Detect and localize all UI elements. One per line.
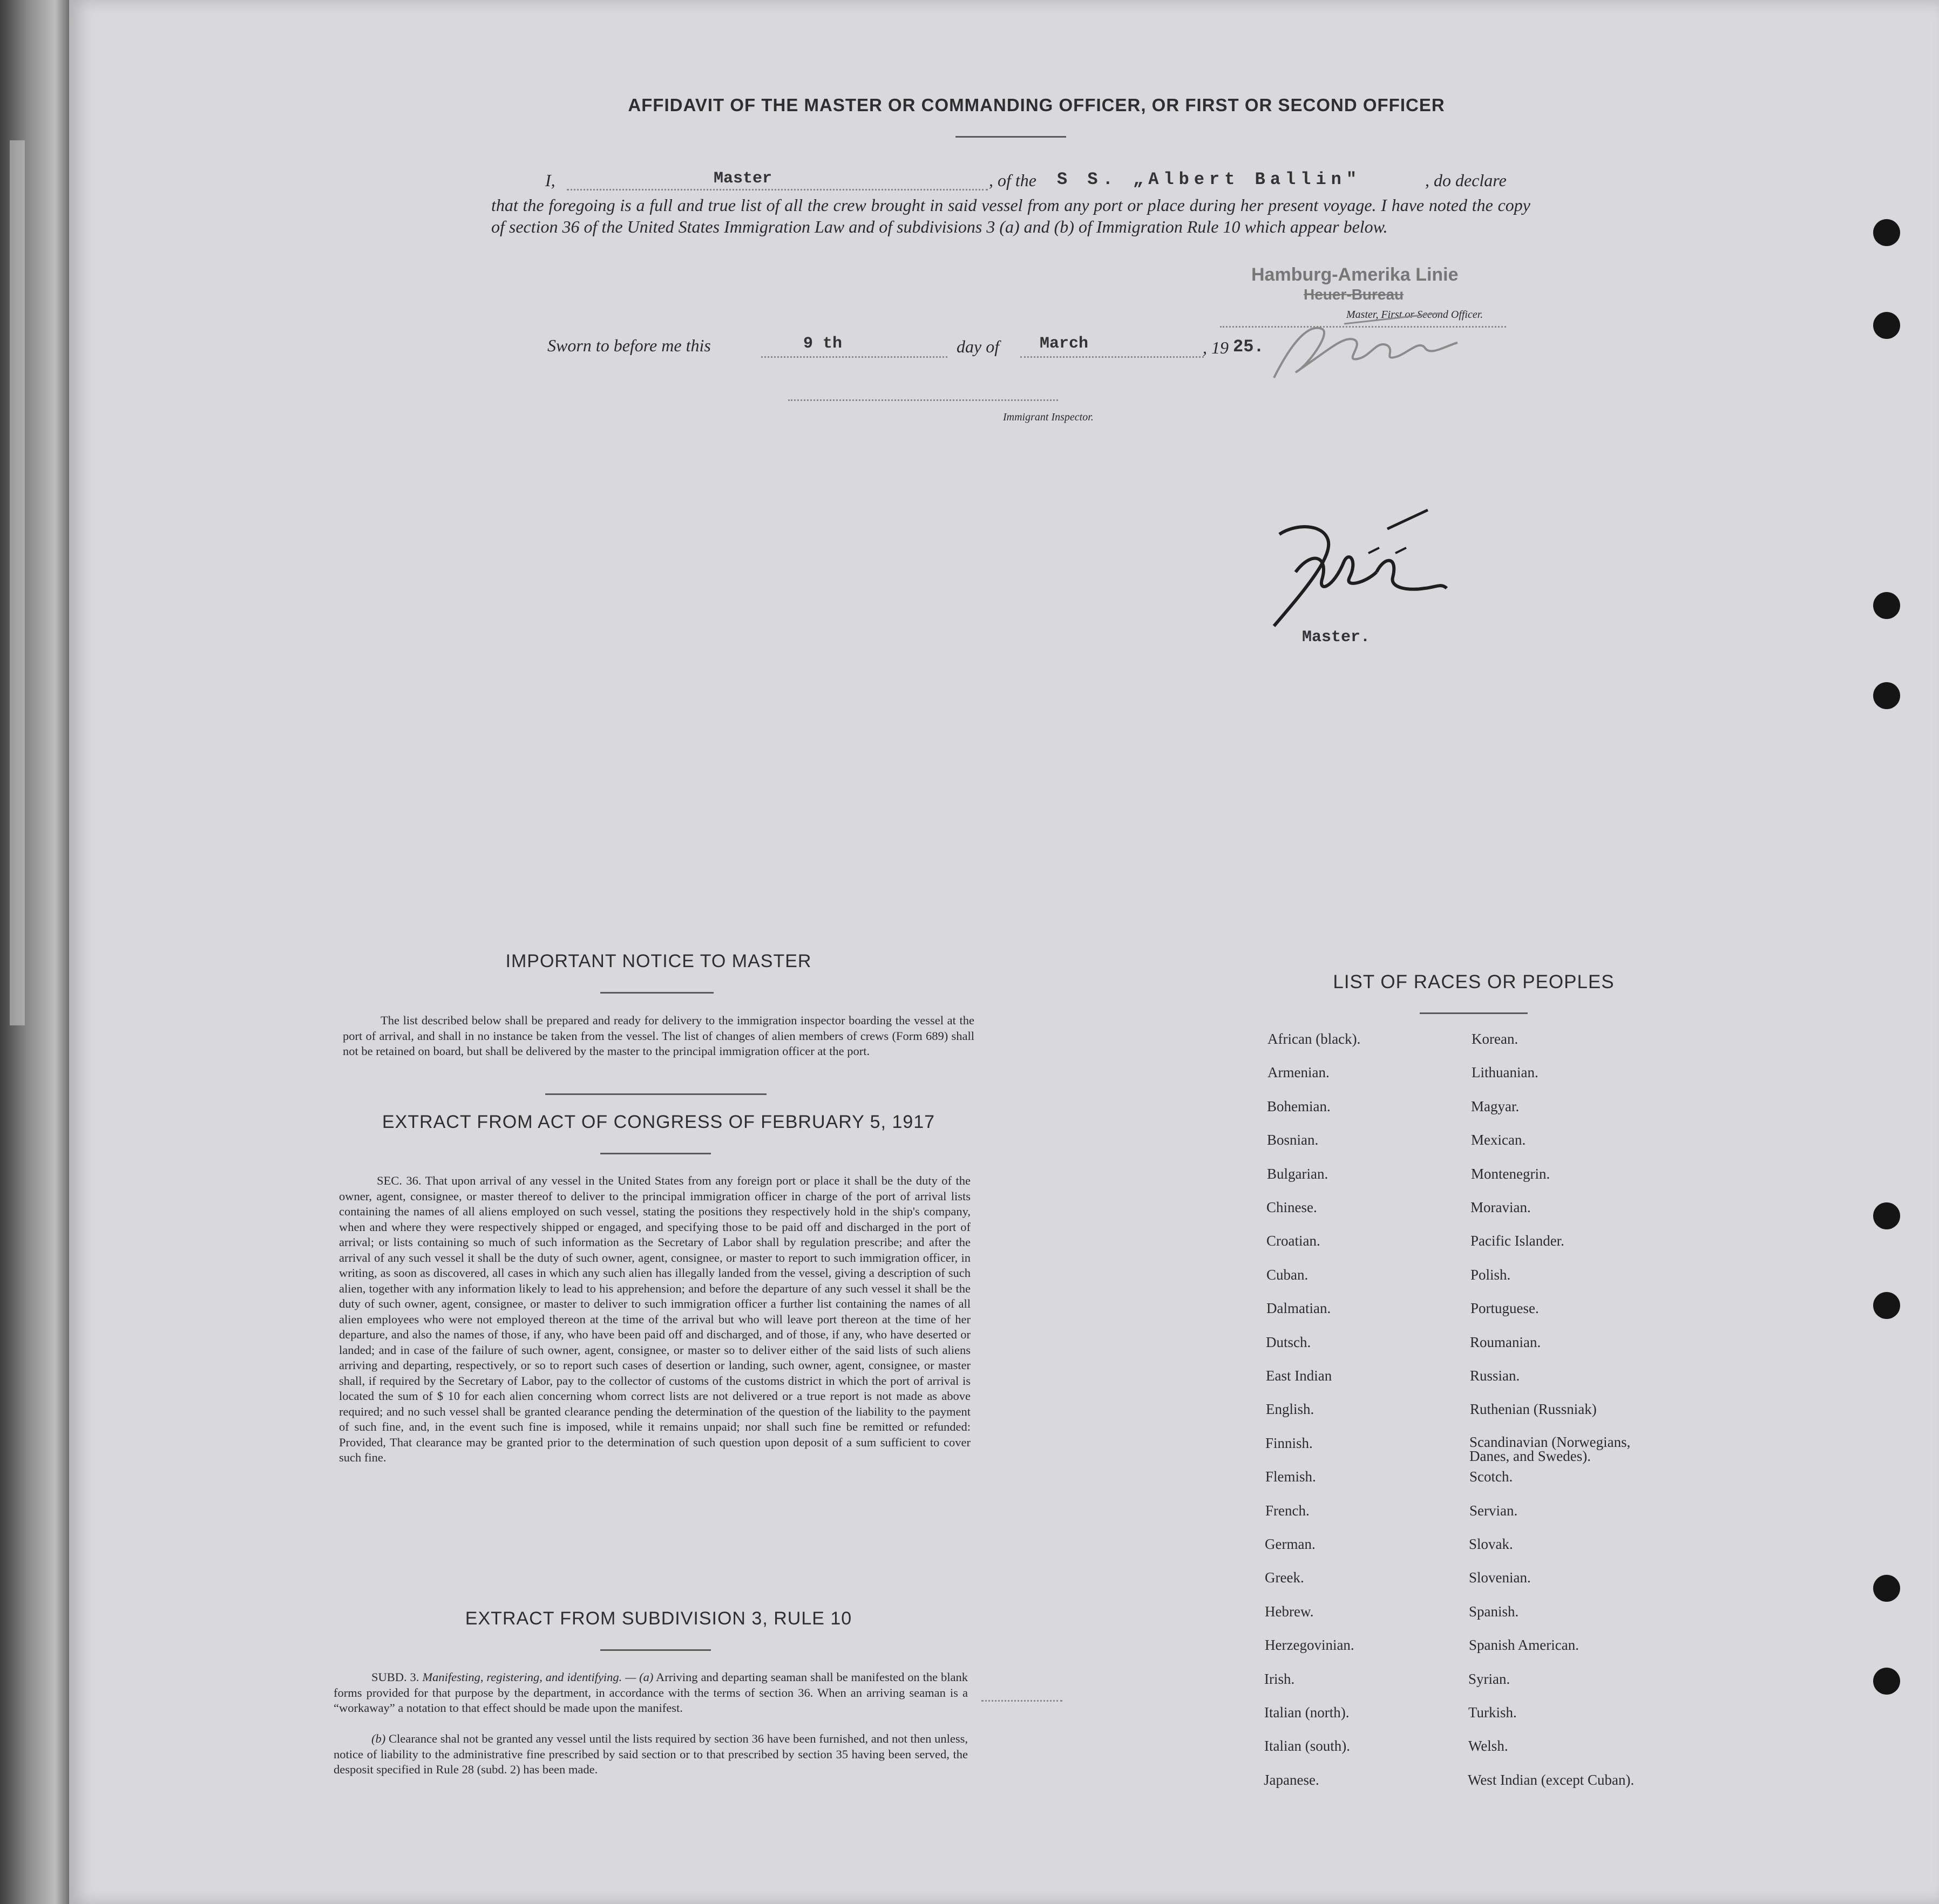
race-item: Russian.: [1470, 1368, 1520, 1384]
race-item: Moravian.: [1470, 1199, 1531, 1215]
day-of-text: day of: [957, 337, 1000, 356]
race-item: Croatian.: [1266, 1233, 1320, 1249]
extract-rule-rule: [600, 1649, 711, 1651]
race-item: Mexican.: [1471, 1132, 1526, 1148]
race-item: African (black).: [1267, 1031, 1361, 1047]
do-declare-text: , do declare: [1425, 171, 1507, 190]
notice-text: The list described below shall be prepared and ready for delivery to the immigration inspector boarding the vessel at the port of arrival, and shall in no instance be taken from the vessel. The list of changes of alien members of crews (Form 689) shall not be retained on board, but shall be delivered by the master to the principal immigration officer at the port.: [343, 1014, 974, 1058]
subd-b-lead: (b): [371, 1732, 386, 1745]
subd-a-lead: SUBD. 3.: [371, 1670, 419, 1684]
month-typed: March: [1040, 335, 1089, 353]
of-the-text: , of the: [989, 171, 1036, 190]
adjacent-page-edge: [0, 0, 69, 1904]
margin-mark: [981, 1700, 1062, 1702]
race-item: Spanish.: [1469, 1603, 1519, 1620]
officer-caption: Master, First or Second Officer.: [1346, 309, 1483, 321]
subd-b-text: Clearance shal not be granted any vessel until the lists required by section 36 have been furnished, and not then unless, notice of liability to the administrative fine prescribed by said section or to that prescribed by section 35 having been served, the desposit specified in Rule 28 (subd. 2) has been made.: [334, 1732, 968, 1776]
race-item: Roumanian.: [1470, 1334, 1541, 1350]
race-item: Magyar.: [1471, 1098, 1520, 1114]
inspector-caption: Immigrant Inspector.: [1003, 411, 1094, 423]
subd-a-heading: Manifesting, registering, and identifying. — (a): [422, 1670, 654, 1684]
race-item: Welsh.: [1468, 1738, 1508, 1754]
races-title: LIST OF RACES OR PEOPLES: [1333, 971, 1615, 992]
race-item: Cuban.: [1266, 1267, 1309, 1283]
race-item: Bosnian.: [1267, 1132, 1319, 1148]
stamp-line-1: Hamburg-Amerika Linie: [1251, 264, 1459, 285]
race-item: French.: [1265, 1502, 1310, 1519]
race-item: Finnish.: [1265, 1435, 1313, 1451]
race-item: Hebrew.: [1265, 1603, 1314, 1620]
subd-b-paragraph: [334, 1731, 968, 1778]
extract-rule-title: EXTRACT FROM SUBDIVISION 3, RULE 10: [465, 1608, 852, 1629]
sworn-text: Sworn to before me this: [547, 336, 711, 355]
adjacent-page-strip: [10, 140, 25, 1025]
race-item: Scandinavian (Norwegians, Danes, and Swedes).: [1469, 1434, 1631, 1464]
race-item: Syrian.: [1468, 1671, 1510, 1687]
rank-dotline: [567, 189, 988, 191]
affidavit-heading: AFFIDAVIT OF THE MASTER OR COMMANDING OFFICER, OR FIRST OR SECOND OFFICER: [628, 95, 1445, 115]
race-item: Spanish American.: [1469, 1637, 1579, 1653]
notice-rule: [600, 992, 714, 994]
race-item: Slovenian.: [1469, 1569, 1531, 1586]
races-rule: [1420, 1012, 1528, 1014]
ship-name-typed: S S. „Albert Ballin": [1057, 169, 1362, 189]
notice-title: IMPORTANT NOTICE TO MASTER: [505, 951, 812, 971]
race-item: English.: [1266, 1401, 1314, 1417]
extract-act-title: EXTRACT FROM ACT OF CONGRESS OF FEBRUARY 5, 1917: [382, 1112, 935, 1132]
subd-a-text: Arriving and departing seaman shall be manifested on the blank forms provided for that purpose by the department, in accordance with the terms of section 36. When an arriving seaman is a “workaway” a notation to that effect should be made upon the manifest.: [334, 1670, 968, 1715]
race-item: Scotch.: [1469, 1468, 1513, 1485]
affidavit-body: that the foregoing is a full and true list of all the crew brought in said vessel from any port or place during her present voyage. I have noted the copy of section 36 of the United States Immigration Law and of subdivisions 3 (a) and (b) of Immigration Rule 10 which appear below.: [491, 195, 1530, 236]
race-item: Servian.: [1469, 1502, 1518, 1519]
punch-hole: [1873, 1668, 1900, 1695]
day-dotline: [761, 356, 947, 358]
race-item: Japanese.: [1264, 1772, 1319, 1788]
race-item: Greek.: [1265, 1569, 1304, 1586]
race-item: Portuguese.: [1470, 1300, 1539, 1316]
year-prefix: , 19: [1203, 338, 1229, 357]
rank-typed: Master: [714, 169, 772, 188]
race-item: Pacific Islander.: [1470, 1233, 1564, 1249]
master-caption: Master.: [1302, 628, 1371, 647]
race-item: German.: [1265, 1536, 1316, 1552]
race-item: West Indian (except Cuban).: [1468, 1772, 1635, 1788]
master-signature: [1263, 502, 1457, 637]
punch-hole: [1873, 219, 1900, 246]
extract-act-rule: [600, 1153, 711, 1154]
race-item: Bulgarian.: [1267, 1166, 1328, 1182]
race-item: Slovak.: [1469, 1536, 1513, 1552]
inspector-dotline: [788, 399, 1058, 401]
punch-hole: [1873, 1202, 1900, 1229]
officer-signature: [1263, 302, 1490, 389]
affidavit-i: I,: [545, 171, 555, 190]
heading-rule: [955, 136, 1066, 138]
race-item: Italian (north).: [1264, 1704, 1350, 1721]
stamp-line-2: Heuer-Bureau: [1304, 286, 1404, 303]
subd-a-paragraph: [334, 1670, 968, 1716]
punch-hole: [1873, 312, 1900, 339]
race-item: Chinese.: [1266, 1199, 1317, 1215]
race-item: Ruthenian (Russniak): [1470, 1401, 1597, 1417]
race-item: Montenegrin.: [1471, 1166, 1550, 1182]
document-page: [69, 0, 1939, 1904]
race-item: Polish.: [1470, 1267, 1511, 1283]
month-dotline: [1020, 356, 1204, 358]
notice-separator: [545, 1093, 767, 1095]
race-item: Armenian.: [1267, 1064, 1330, 1080]
punch-hole: [1873, 682, 1900, 709]
race-item: Irish.: [1264, 1671, 1295, 1687]
extract-act-text: SEC. 36. That upon arrival of any vessel in the United States from any foreign port or place it shall be the duty of the owner, agent, consignee, or master thereof to deliver to the principal immigration officer in charge of the port of arrival lists containing the names of all aliens employed on such vessel, stating the positions they respectively hold in the ship's company, when and where they were respectively shipped or engaged, and specifying those to be paid off and discharged in the port of arrival; or lists containing so much of such information as the Secretary of Labor shall by regulation prescribe; and after the arrival of any such vessel it shall be the duty of such owner, agent, consignee, or master to report to such immigration officer, in writing, as soon as discovered, all cases in which any such alien has illegally landed from the vessel, giving a description of such alien, together with any information likely to lead to his apprehension; and before the departure of any such vessel it shall be the duty of such owner, agent, consignee, or master to deliver to such immigration officer a further list containing the names of all alien employees who were not employed thereon at the time of the arrival but who will leave port thereon at the time of her departure, and also the names of those, if any, who have been paid off and discharged, and of those, if any, who have deserted or landed; and in case of the failure of such owner, agent, consignee, or master so to deliver either of the said lists of such aliens arriving and departing, respectively, or so to report such cases of desertion or landing, such owner, agent, consignee, or master shall, if required by the Secretary of Labor, pay to the collector of customs of the customs district in which the port of arrival is located the sum of $ 10 for each alien concerning whom correct lists are not delivered or a true report is not made as above required; and no such vessel shall be granted clearance pending the determination of the question of the liability to the payment of such fine, and, in the event such fine is imposed, while it remains unpaid; nor shall such fine be remitted or refunded: Provided, That clearance may be granted prior to the determination of such question upon deposit of a sum sufficient to cover such fine.: [339, 1174, 971, 1464]
race-item: East Indian: [1266, 1368, 1332, 1384]
race-item: Bohemian.: [1267, 1098, 1331, 1114]
race-item: Korean.: [1472, 1031, 1518, 1047]
day-typed: 9 th: [803, 335, 843, 353]
punch-hole: [1873, 1575, 1900, 1602]
punch-hole: [1873, 1292, 1900, 1319]
year-typed: 25.: [1233, 337, 1264, 357]
race-item: Dutsch.: [1266, 1334, 1311, 1350]
race-item: Lithuanian.: [1472, 1064, 1538, 1080]
race-item: Italian (south).: [1264, 1738, 1350, 1754]
race-item: Herzegovinian.: [1265, 1637, 1354, 1653]
punch-hole: [1873, 592, 1900, 619]
race-item: Flemish.: [1265, 1468, 1316, 1485]
race-item: Turkish.: [1468, 1704, 1517, 1721]
race-item: Dalmatian.: [1266, 1300, 1331, 1316]
